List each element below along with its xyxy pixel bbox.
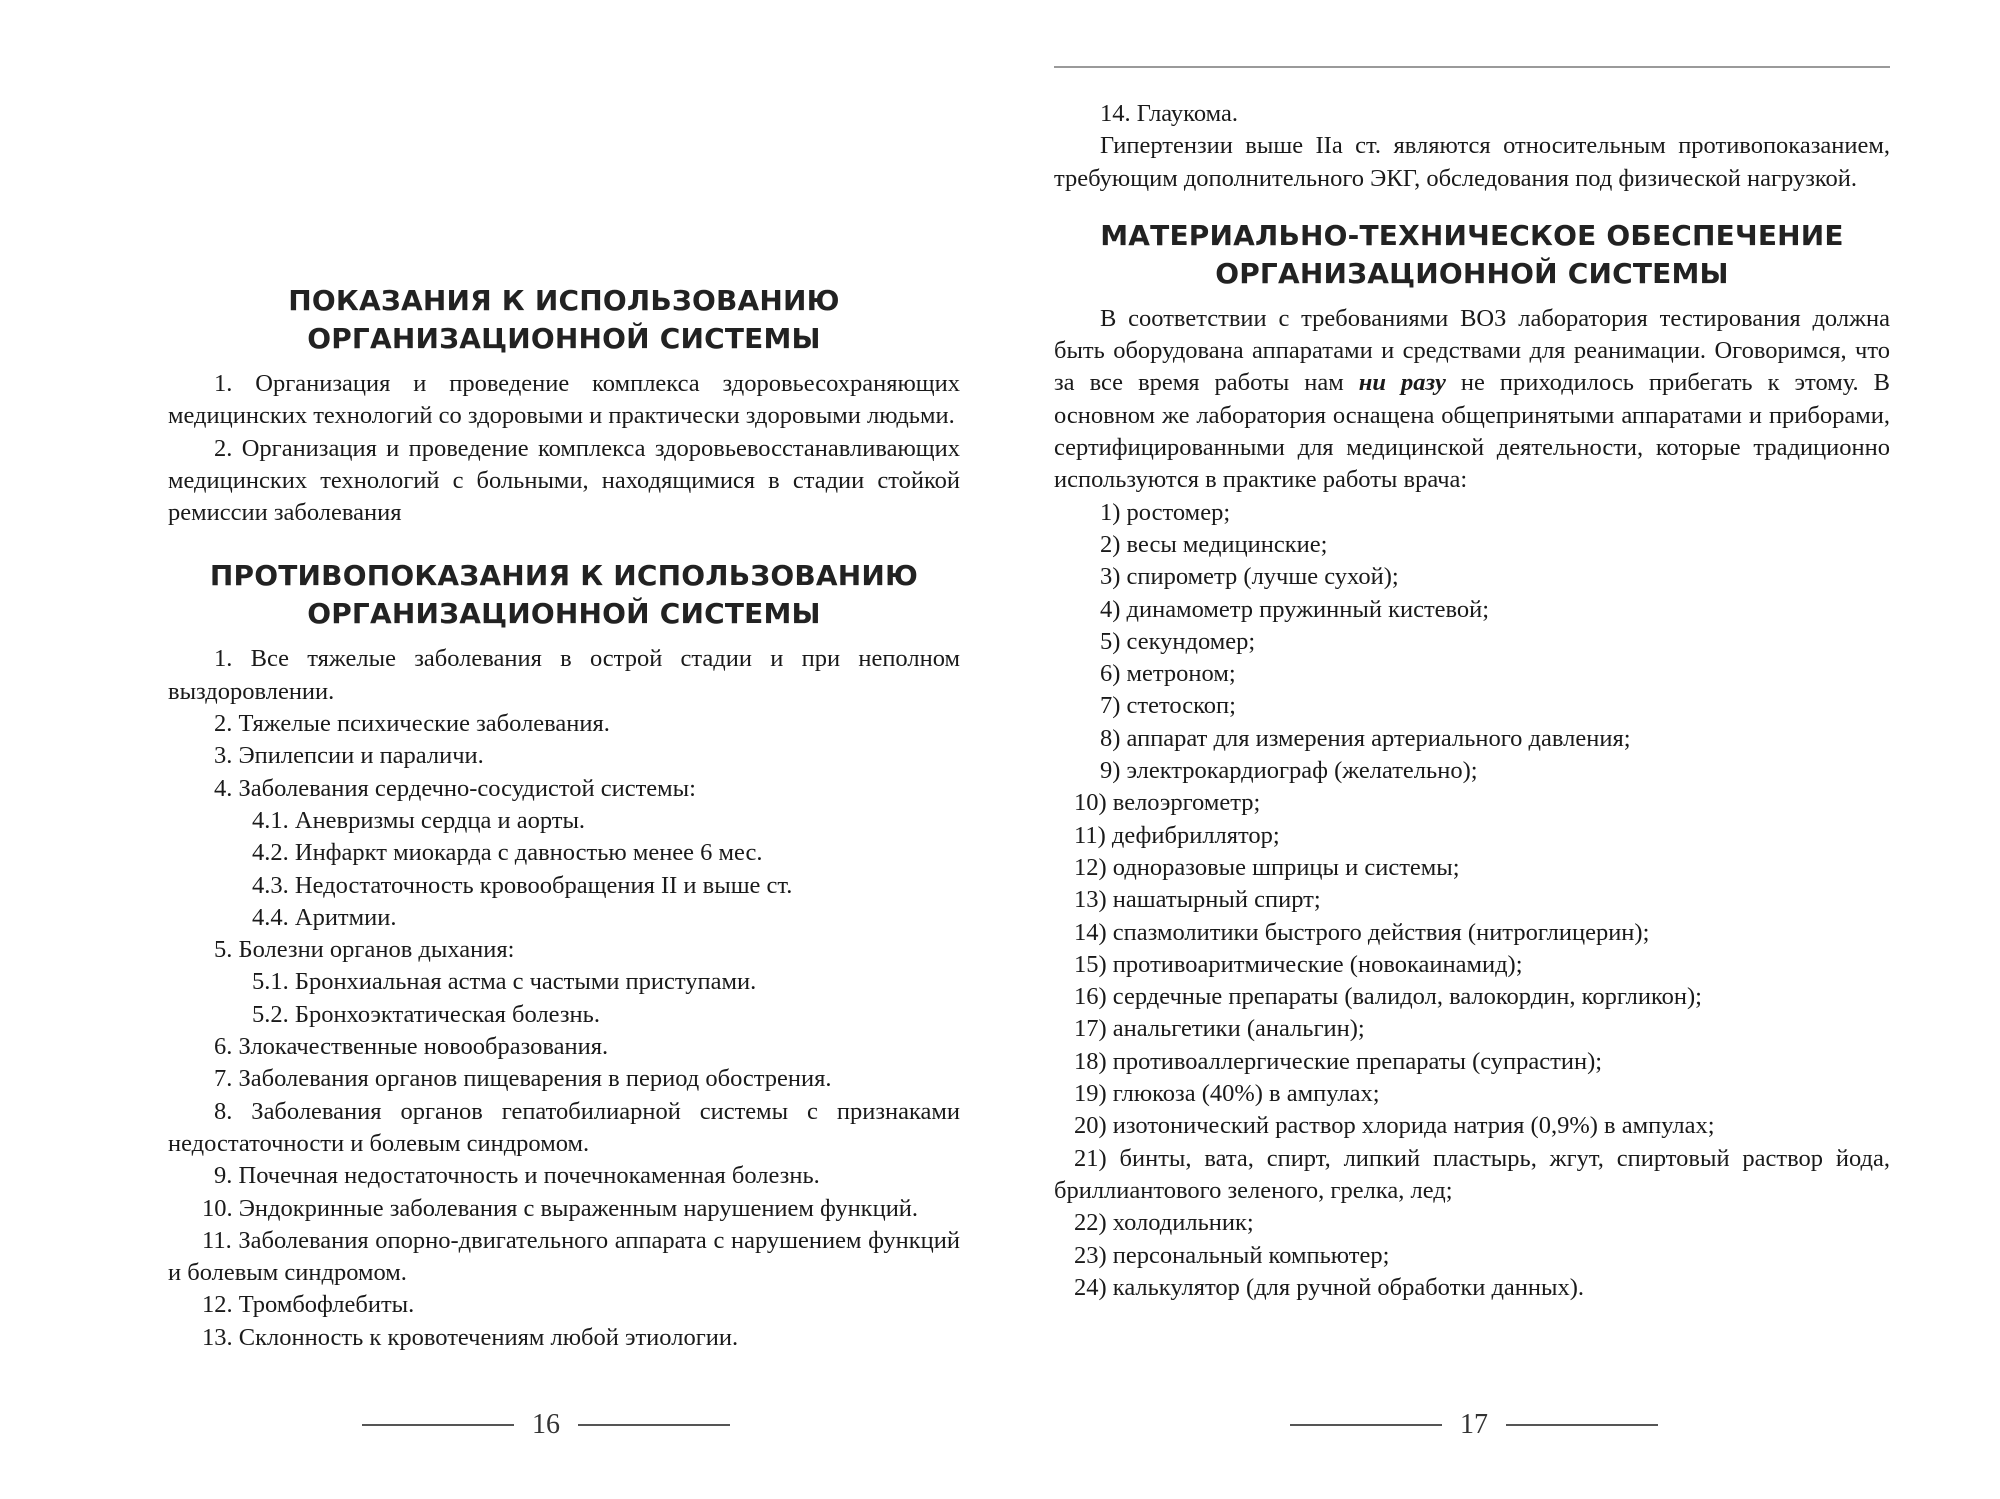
contraindication-item: 10. Эндокринные заболевания с выраженным нарушением функций.: [202, 1194, 919, 1222]
contraindication-subitem: 4.1. Аневризмы сердца и аорты.: [252, 806, 586, 834]
contraindication-subitem: 4.4. Аритмии.: [252, 903, 397, 931]
equipment-item: 11) дефибриллятор;: [1074, 821, 1280, 849]
indications-heading: ПОКАЗАНИЯ К ИСПОЛЬЗОВАНИЮ ОРГАНИЗАЦИОННОЙ СИСТЕМЫ: [288, 284, 840, 355]
equipment-item: 1) ростомер;: [1100, 498, 1231, 526]
hypertension-note: Гипертензии выше IIа ст. являются относительным противопоказанием, требующим дополнительного ЭКГ, обследования под физической нагрузкой.: [1054, 132, 1890, 192]
footer-rule: [578, 1424, 730, 1426]
equipment-item: 2) весы медицинские;: [1100, 530, 1328, 558]
contraindication-subitem: 4.3. Недостаточность кровообращения II и выше ст.: [252, 871, 793, 899]
left-page-content: [168, 282, 960, 1354]
contraindication-subitem: 5.1. Бронхиальная астма с частыми приступами.: [252, 968, 757, 996]
equipment-item: 24) калькулятор (для ручной обработки данных).: [1074, 1273, 1585, 1301]
contraindication-subitem: 5.2. Бронхоэктатическая болезнь.: [252, 1000, 600, 1028]
equipment-item: 20) изотонический раствор хлорида натрия (0,9%) в ампулах;: [1074, 1112, 1715, 1140]
contraindication-item: 6. Злокачественные новообразования.: [214, 1033, 609, 1061]
page-number: 17: [1460, 1409, 1488, 1440]
footer-rule: [1506, 1424, 1658, 1426]
equipment-item: 16) сердечные препараты (валидол, валокордин, коргликон);: [1074, 983, 1702, 1011]
page-footer-left: [362, 1408, 730, 1442]
equipment-item: 5) секундомер;: [1100, 627, 1256, 655]
equipment-item: 8) аппарат для измерения артериального давления;: [1100, 724, 1631, 752]
equipment-heading: МАТЕРИАЛЬНО-ТЕХНИЧЕСКОЕ ОБЕСПЕЧЕНИЕ ОРГАНИЗАЦИОННОЙ СИСТЕМЫ: [1100, 218, 1844, 290]
contraindications-heading: ПРОТИВОПОКАЗАНИЯ К ИСПОЛЬЗОВАНИЮ ОРГАНИЗАЦИОННОЙ СИСТЕМЫ: [209, 559, 919, 631]
indication-paragraph-2: 2. Организация и проведение комплекса здоровьевосстанавливающих медицинских технологий с больными, находящимися в стадии стойкой ремиссии заболевания: [168, 434, 960, 527]
equipment-item: 15) противоаритмические (новокаинамид);: [1074, 950, 1523, 978]
right-page-content: [1054, 98, 1890, 1304]
page-footer-right: [1290, 1408, 1658, 1442]
equipment-item: 18) противоаллергические препараты (супрастин);: [1074, 1047, 1603, 1075]
contraindication-item: 2. Тяжелые психические заболевания.: [214, 710, 610, 738]
contraindication-item: 14. Глаукома.: [1100, 100, 1238, 127]
equipment-item: 17) анальгетики (анальгин);: [1074, 1015, 1365, 1043]
footer-rule: [1290, 1424, 1442, 1426]
equipment-item: 13) нашатырный спирт;: [1074, 886, 1321, 914]
equipment-item: 6) метроном;: [1100, 660, 1236, 688]
contraindication-item: 8. Заболевания органов гепатобилиарной системы с признаками недостаточности и болевым синдромом.: [168, 1097, 960, 1157]
contraindication-item: 4. Заболевания сердечно-сосудистой системы:: [214, 774, 696, 802]
equipment-item: 3) спирометр (лучше сухой);: [1100, 563, 1399, 591]
header-rule: [1054, 66, 1890, 68]
equipment-item: 14) спазмолитики быстрого действия (нитроглицерин);: [1074, 918, 1650, 946]
equipment-item: 12) одноразовые шприцы и системы;: [1074, 853, 1460, 881]
contraindication-item: 11. Заболевания опорно-двигательного аппарата с нарушением функций и болевым синдромом.: [168, 1226, 960, 1287]
equipment-item: 19) глюкоза (40%) в ампулах;: [1074, 1080, 1380, 1108]
equipment-item: 21) бинты, вата, спирт, липкий пластырь, жгут, спиртовый раствор йода, бриллиантового зеленого, грелка, лед;: [1054, 1144, 1890, 1204]
equipment-paragraph: В соответствии с требованиями ВОЗ лаборатория тестирования должна быть оборудована аппаратами и средствами для реанимации. Оговоримся, что за все время работы нам ни разу не приходилось прибегать к этому. В основном же лаборатория оснащена общепринятыми аппаратами и приборами, сертифицированными для медицинской деятельности, которые традиционно используются в практике работы врача:: [1054, 304, 1891, 494]
contraindication-item: 13. Склонность к кровотечениям любой этиологии.: [202, 1323, 739, 1351]
equipment-item: 22) холодильник;: [1074, 1209, 1254, 1237]
equipment-item: 10) велоэргометр;: [1074, 789, 1261, 817]
contraindication-item: 1. Все тяжелые заболевания в острой стадии и при неполном выздоровлении.: [168, 645, 960, 705]
contraindication-item: 3. Эпилепсии и параличи.: [214, 742, 484, 770]
indication-paragraph-1: 1. Организация и проведение комплекса здоровьесохраняющих медицинских технологий со здоровыми и практически здоровыми людьми.: [168, 370, 960, 430]
contraindication-item: 7. Заболевания органов пищеварения в период обострения.: [214, 1065, 832, 1093]
contraindication-subitem: 4.2. Инфаркт миокарда с давностью менее 6 мес.: [252, 839, 763, 867]
equipment-item: 4) динамометр пружинный кистевой;: [1100, 595, 1490, 623]
footer-rule: [362, 1424, 514, 1426]
emphasis-text: ни разу: [1358, 369, 1446, 397]
equipment-item: 23) персональный компьютер;: [1074, 1241, 1390, 1269]
equipment-item: 9) электрокардиограф (желательно);: [1100, 757, 1478, 785]
equipment-item: 7) стетоскоп;: [1100, 692, 1236, 720]
contraindication-item: 9. Почечная недостаточность и почечнокаменная болезнь.: [214, 1162, 820, 1190]
contraindication-item: 5. Болезни органов дыхания:: [214, 936, 515, 964]
contraindication-item: 12. Тромбофлебиты.: [202, 1291, 415, 1319]
right-page: [1000, 0, 2000, 1499]
page-number: 16: [532, 1409, 560, 1440]
